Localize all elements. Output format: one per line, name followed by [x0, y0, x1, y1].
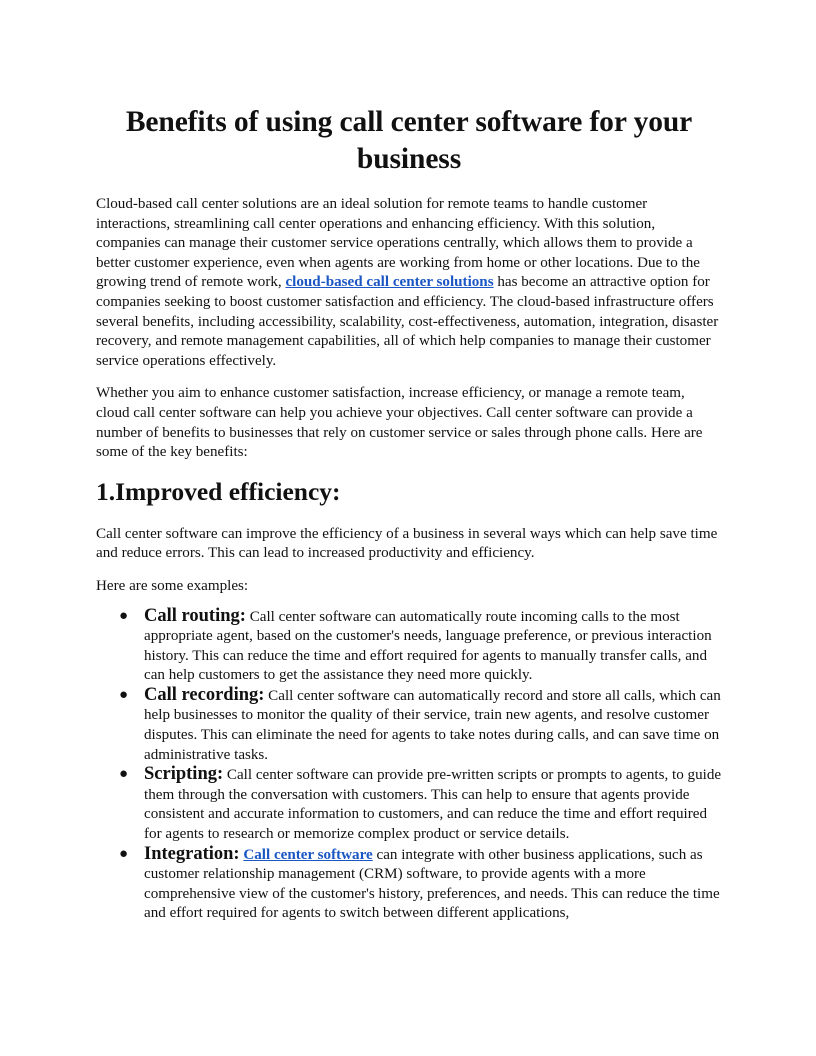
bullet-icon: ● [119, 686, 129, 703]
intro-text-after-link: has become an attractive option for companies seeking to boost customer satisfaction and efficiency. The cloud-based infrastructure offers several benefits, including accessibility, scalability, cost-effectiveness, automation, integration, disaster recovery, and remote management capabilities, all of which help companies to manage their customer service operations effectively. [96, 274, 719, 369]
list-item-call-recording [96, 686, 722, 765]
examples-list [96, 607, 722, 925]
bullet-icon: ● [119, 845, 129, 862]
intro-paragraph [96, 195, 722, 371]
list-item-term: Integration: [144, 843, 240, 864]
page-title: Benefits of using call center software for your business [125, 106, 693, 175]
list-item-term: Call routing: [144, 605, 246, 626]
list-item-text: Call center software can automatically route incoming calls to the most appropriate agent, based on the customer's needs, language preference, or previous interaction history. This can reduce the time and effort required for agents to manually transfer calls, and can help customers to get the assistance they need more quickly. [144, 608, 712, 684]
list-item-scripting [96, 765, 722, 844]
list-item-call-routing [96, 607, 722, 686]
examples-intro: Here are some examples: [96, 577, 249, 594]
efficiency-paragraph: Call center software can improve the efficiency of a business in several ways which can help save time and reduce errors. This can lead to increased productivity and efficiency. [96, 525, 718, 562]
benefits-intro-paragraph: Whether you aim to enhance customer satisfaction, increase efficiency, or manage a remote team, cloud call center software can help you achieve your objectives. Call center software can provide a number of benefits to businesses that rely on customer service or sales through phone calls. Here are some of the key benefits: [96, 385, 703, 461]
list-item-text: Call center software can provide pre-written scripts or prompts to agents, to guide them through the conversation with customers. This can help to ensure that agents provide consistent and accurate information to customers, and can reduce the time and effort required for agents to research or memorize complex product or service details. [144, 767, 722, 843]
bullet-icon: ● [119, 766, 129, 783]
cloud-call-center-solutions-link[interactable]: cloud-based call center solutions [285, 274, 494, 291]
list-item-text: can integrate with other business applications, such as customer relationship management (CRM) software, to provide agents with a more comprehensive view of the customer's history, preferences, and needs. This can reduce the time and effort required for agents to switch between different applications, [144, 846, 720, 922]
list-item-term: Call recording: [144, 684, 265, 705]
list-item-integration [96, 845, 722, 924]
list-item-term: Scripting: [144, 764, 224, 785]
list-item-text: Call center software can automatically record and store all calls, which can help businesses to monitor the quality of their service, train new agents, and resolve customer disputes. This can eliminate the need for agents to take notes during calls, and can save time on administrative tasks. [144, 687, 721, 763]
call-center-software-link[interactable]: Call center software [243, 846, 373, 863]
intro-text-before-link: Cloud-based call center solutions are an ideal solution for remote teams to handle customer interactions, streamlining call center operations and enhancing efficiency. With this solution, companies can manage their customer service operations centrally, which allows them to provide a better customer experience, even when agents are working from home or other locations. Due to the growing trend of remote work, [96, 196, 700, 291]
bullet-icon: ● [119, 607, 129, 624]
document-page [96, 104, 722, 924]
section-heading-improved-efficiency: 1.Improved efficiency: [96, 476, 341, 506]
